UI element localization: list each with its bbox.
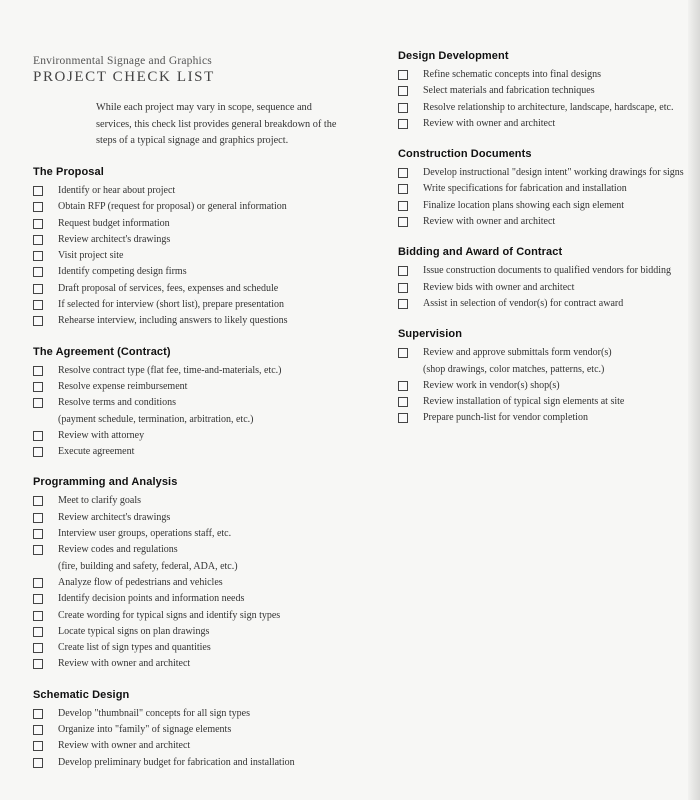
checklist-item (398, 394, 698, 410)
checklist-section (33, 164, 363, 330)
checklist-item-text (58, 183, 175, 199)
checklist-item-text (58, 640, 211, 656)
checklist-item-line: Review and approve submittals form vendor(s) (423, 347, 612, 359)
checklist-item-text (58, 542, 238, 575)
checklist-item (33, 706, 363, 722)
checklist-item-line: Identify or hear about project (58, 185, 176, 196)
checklist-item-line: Review installation of typical sign elements at site (423, 396, 625, 408)
checklist-item-line: Resolve contract type (flat fee, time-and-materials, etc.) (58, 364, 282, 376)
section-title: Construction Documents (398, 148, 532, 161)
checklist-item-line: Prepare punch-list for vendor completion (423, 412, 588, 424)
checklist-item-text (423, 116, 555, 132)
checkbox[interactable] (33, 398, 43, 408)
checklist-item (33, 444, 363, 460)
checklist-item-line: Draft proposal of services, fees, expenses and schedule (58, 282, 279, 294)
checkbox[interactable] (398, 266, 408, 276)
checkbox[interactable] (398, 184, 408, 194)
checklist-item (398, 263, 698, 279)
checklist-item (398, 378, 698, 394)
checklist-item (33, 526, 363, 542)
checklist-item-line: Write specifications for fabrication and installation (423, 183, 627, 195)
checklist-item-text (58, 428, 144, 444)
checkbox[interactable] (33, 202, 43, 212)
checklist-item-text (423, 67, 601, 83)
checklist-item-text (58, 493, 141, 509)
checklist-item-line: Interview user groups, operations staff, etc. (58, 528, 232, 540)
checklist-item (398, 181, 698, 197)
checklist-item (33, 608, 363, 624)
checkbox[interactable] (33, 186, 43, 196)
checklist-item-text (58, 608, 280, 624)
checklist-item-line: Analyze flow of pedestrians and vehicles (58, 576, 223, 588)
checklist-item (33, 493, 363, 509)
checklist-item-line: Identify competing design firms (58, 266, 187, 278)
checkbox[interactable] (398, 299, 408, 309)
checklist-item-line: Review architect's drawings (58, 233, 171, 245)
checklist-section (398, 48, 698, 132)
section-title: The Proposal (33, 166, 104, 178)
checklist-section (398, 146, 698, 230)
section-title: Supervision (398, 328, 463, 341)
checklist-item-text (58, 395, 253, 428)
checklist-item-line: Create list of sign types and quantities (58, 642, 211, 654)
checklist-item (398, 100, 698, 116)
checklist-item-text (58, 706, 250, 722)
checklist-item-line: Execute agreement (58, 446, 135, 458)
checklist-item-text (58, 738, 190, 754)
checkbox[interactable] (33, 611, 43, 621)
checklist-item-line: Review with owner and architect (423, 117, 556, 129)
checklist-item-line: Create wording for typical signs and identify sign types (58, 609, 281, 621)
checklist-item-line: Assist in selection of vendor(s) for contract award (423, 297, 624, 309)
checkbox[interactable] (33, 758, 43, 768)
checklist-item (33, 624, 363, 640)
section-title: Schematic Design (33, 688, 130, 701)
checklist-item-line: Review with owner and architect (58, 658, 191, 670)
checklist-item-text (423, 165, 684, 181)
checklist-item-text (58, 722, 231, 738)
checklist-item-text (58, 656, 190, 672)
checklist-item (33, 575, 363, 591)
checkbox[interactable] (398, 283, 408, 293)
checklist-item (398, 214, 698, 230)
checklist-item-text (58, 281, 278, 297)
checkbox[interactable] (33, 219, 43, 229)
checkbox[interactable] (33, 741, 43, 751)
checklist-item (33, 656, 363, 672)
checkbox[interactable] (33, 431, 43, 441)
checklist-item-line: Develop preliminary budget for fabrication and installation (58, 756, 295, 768)
checklist-item (33, 542, 363, 575)
checklist-item-text (423, 410, 588, 426)
checkbox[interactable] (33, 366, 43, 376)
checkbox[interactable] (33, 447, 43, 457)
checklist-item-text (58, 297, 284, 313)
checklist-item-line: (payment schedule, termination, arbitration, etc.) (58, 413, 254, 425)
checkbox[interactable] (33, 709, 43, 719)
checklist-item-text (423, 280, 574, 296)
checklist-item-text (423, 214, 555, 230)
checkbox[interactable] (33, 627, 43, 637)
checklist-item-text (423, 83, 595, 99)
checklist-item-text (423, 198, 624, 214)
checklist-item-text (58, 624, 209, 640)
checklist-item (33, 722, 363, 738)
checklist-item-line: (shop drawings, color matches, patterns, etc.) (423, 363, 605, 375)
checklist-item-line: Issue construction documents to qualified vendors for bidding (423, 265, 672, 277)
checklist-section (398, 326, 698, 426)
checkbox[interactable] (33, 235, 43, 245)
checklist-item-text (58, 591, 244, 607)
checklist-item-line: Review with attorney (58, 429, 145, 441)
checkbox[interactable] (398, 168, 408, 178)
checklist-item-line: Resolve terms and conditions (58, 397, 177, 409)
checkbox[interactable] (33, 300, 43, 310)
checkbox[interactable] (398, 70, 408, 80)
checkbox[interactable] (33, 594, 43, 604)
checklist-item (33, 216, 363, 232)
checklist-item-text (423, 378, 560, 394)
checkbox[interactable] (33, 513, 43, 523)
checklist-item (33, 281, 363, 297)
checklist-item-line: Refine schematic concepts into final designs (423, 69, 602, 80)
checkbox[interactable] (398, 86, 408, 96)
checklist-section (398, 244, 698, 312)
section-title: Bidding and Award of Contract (398, 246, 563, 259)
left-column (33, 164, 363, 785)
checklist-item-line: Review with owner and architect (423, 216, 556, 228)
checklist-item-text (423, 394, 624, 410)
checkbox[interactable] (33, 267, 43, 277)
checklist-item (398, 198, 698, 214)
checklist-item (398, 116, 698, 132)
checklist-item-text (58, 248, 124, 264)
checkbox[interactable] (398, 119, 408, 129)
checkbox[interactable] (33, 496, 43, 506)
checklist-item (33, 313, 363, 329)
checkbox[interactable] (33, 316, 43, 326)
checklist-item-line: Develop "thumbnail" concepts for all sign types (58, 707, 251, 719)
checkbox[interactable] (33, 251, 43, 261)
checklist-item (33, 264, 363, 280)
checklist-item (33, 640, 363, 656)
checklist-item-text (58, 363, 282, 379)
checklist-item (398, 410, 698, 426)
checklist-item-text (58, 313, 288, 329)
checklist-item-line: Organize into "family" of signage elements (58, 724, 232, 736)
checklist-item (33, 363, 363, 379)
checklist-item (398, 280, 698, 296)
checklist-item-line: Rehearse interview, including answers to likely questions (58, 315, 288, 327)
checklist-item (33, 379, 363, 395)
checklist-item-text (58, 510, 170, 526)
checklist-item (33, 428, 363, 444)
checklist-item-text (423, 263, 671, 279)
checklist-item-line: Review bids with owner and architect (423, 281, 575, 293)
document-header (33, 55, 333, 86)
checklist-item-text (58, 526, 231, 542)
checklist-item-line: Visit project site (58, 250, 124, 262)
checklist-item (398, 296, 698, 312)
checkbox[interactable] (398, 381, 408, 391)
checkbox[interactable] (398, 217, 408, 227)
checklist-item (33, 248, 363, 264)
checklist-item-line: Review work in vendor(s) shop(s) (423, 379, 560, 391)
checklist-item-text (58, 264, 187, 280)
document-title: PROJECT CHECK LIST (33, 69, 215, 85)
checklist-item-line: If selected for interview (short list), prepare presentation (58, 299, 285, 311)
checklist-item (33, 199, 363, 215)
checkbox[interactable] (33, 382, 43, 392)
checklist-item-text (423, 181, 627, 197)
checklist-item-line: Request budget information (58, 217, 170, 229)
checklist-section (33, 474, 363, 672)
checkbox[interactable] (398, 413, 408, 423)
checkbox[interactable] (33, 545, 43, 555)
checklist-item-line: Review with owner and architect (58, 740, 191, 752)
checklist-item-text (58, 755, 295, 771)
checklist-item-text (423, 296, 623, 312)
intro-paragraph: While each project may vary in scope, sequence and services, this check list provides general breakdown of the steps of a typical signage and graphics project. (96, 102, 337, 146)
checklist-item-line: Develop instructional "design intent" working drawings for signs (423, 167, 684, 179)
checklist-item (398, 83, 698, 99)
section-title: Design Development (398, 50, 509, 62)
checklist-item (398, 165, 698, 181)
right-column (398, 48, 698, 441)
checklist-item (33, 510, 363, 526)
checklist-item (33, 232, 363, 248)
checklist-item-line: Resolve expense reimbursement (58, 380, 188, 392)
checklist-item-text (423, 345, 612, 378)
checklist-item-text (58, 199, 287, 215)
checklist-item (33, 395, 363, 428)
checklist-item-line: Review architect's drawings (58, 511, 171, 523)
checklist-item (33, 738, 363, 754)
checklist-item-line: Select materials and fabrication techniques (423, 85, 595, 97)
checklist-section (33, 344, 363, 461)
checklist-item (33, 591, 363, 607)
checklist-item-text (58, 232, 170, 248)
checkbox[interactable] (398, 103, 408, 113)
checkbox[interactable] (33, 725, 43, 735)
checklist-item-text (58, 575, 223, 591)
checklist-item-text (58, 444, 134, 460)
checklist-item-text (58, 216, 170, 232)
checklist-item-line: Meet to clarify goals (58, 495, 142, 507)
checklist-item-line: Resolve relationship to architecture, landscape, hardscape, etc. (423, 101, 674, 113)
checklist-item-text (423, 100, 673, 116)
checklist-item (398, 67, 698, 83)
checklist-item-line: Review codes and regulations (58, 544, 178, 556)
checkbox[interactable] (398, 201, 408, 211)
checkbox[interactable] (398, 348, 408, 358)
document-supertitle: Environmental Signage and Graphics (33, 55, 212, 67)
checkbox[interactable] (33, 529, 43, 539)
checklist-item-line: (fire, building and safety, federal, ADA, etc.) (58, 560, 238, 572)
checkbox[interactable] (33, 659, 43, 669)
checklist-section (33, 687, 363, 771)
checklist-item (33, 755, 363, 771)
section-title: Programming and Analysis (33, 476, 178, 489)
checklist-item-line: Obtain RFP (request for proposal) or general information (58, 201, 287, 213)
checklist-item (33, 297, 363, 313)
checklist-item (398, 345, 698, 378)
section-title: The Agreement (Contract) (33, 345, 171, 358)
checkbox[interactable] (398, 397, 408, 407)
checklist-item-line: Locate typical signs on plan drawings (58, 625, 210, 637)
checklist-item-line: Identify decision points and information needs (58, 593, 245, 605)
checkbox[interactable] (33, 284, 43, 294)
checklist-item-line: Finalize location plans showing each sign element (423, 199, 625, 211)
checkbox[interactable] (33, 643, 43, 653)
checklist-item (33, 183, 363, 199)
checklist-item-text (58, 379, 187, 395)
checkbox[interactable] (33, 578, 43, 588)
